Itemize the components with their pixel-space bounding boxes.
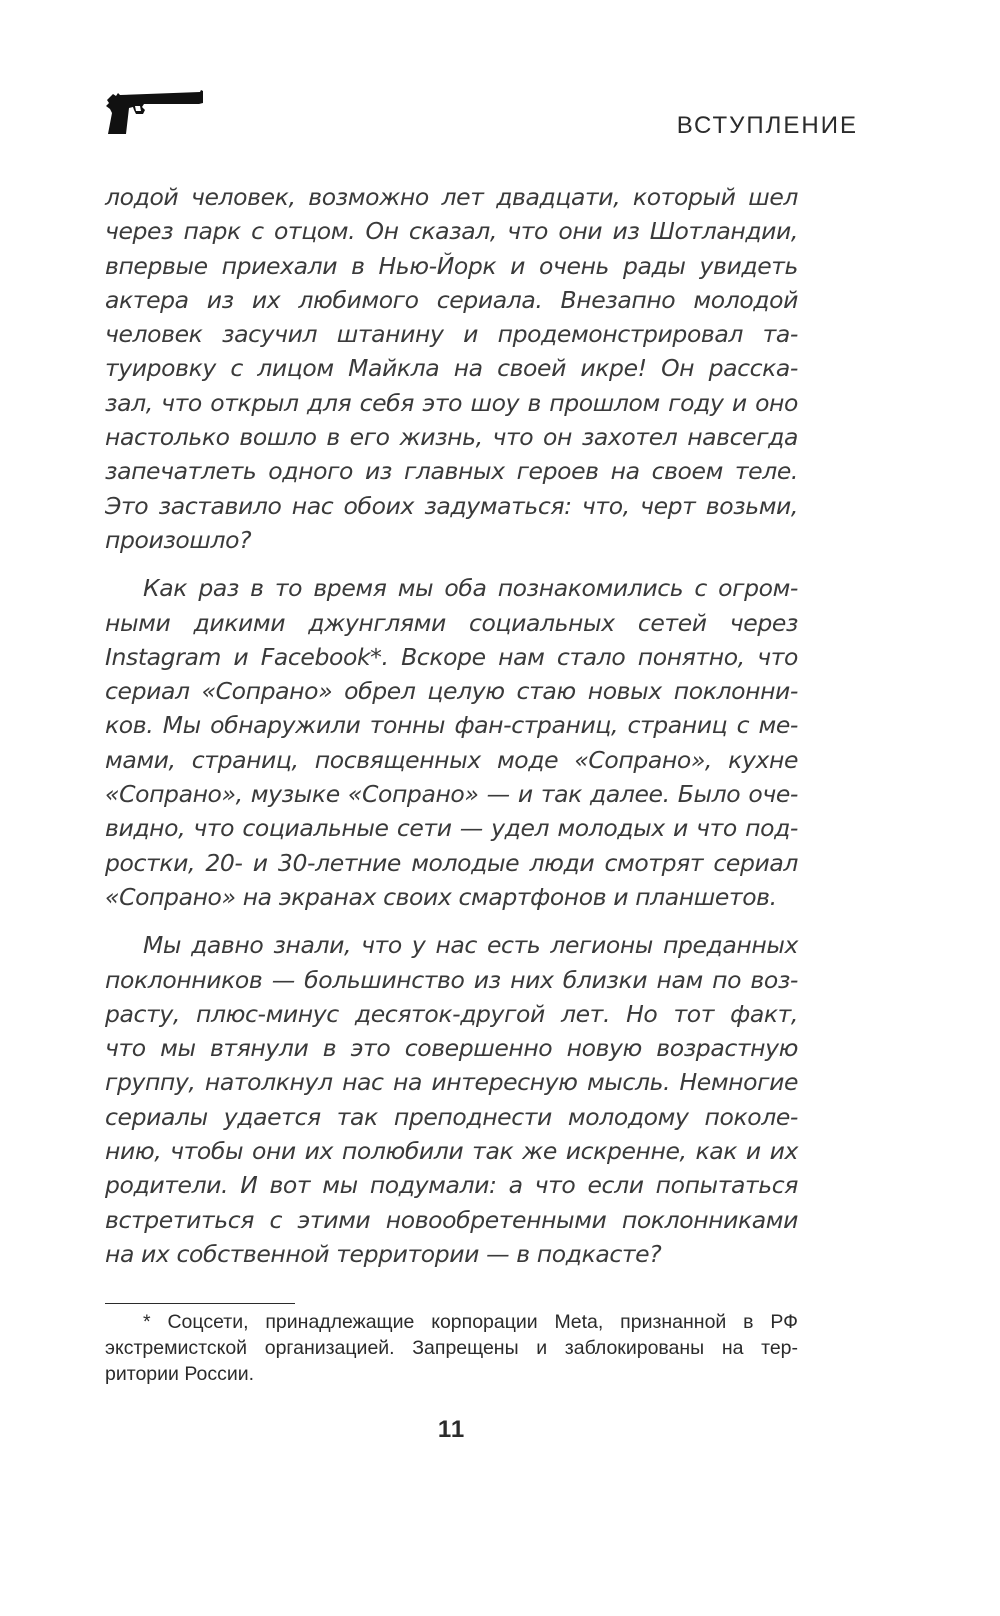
text-line: впервые приехали в Нью-Йорк и очень рады увидеть xyxy=(105,251,798,280)
text-line: группу, натолкнул нас на интересную мысль. Немногие xyxy=(105,1068,798,1097)
paragraph xyxy=(105,928,798,1271)
text-line: настолько вошло в его жизнь, что он захотел навсегда xyxy=(105,423,798,452)
footnote-line: ритории России. xyxy=(105,1363,255,1385)
text-line: «Сопрано» на экранах своих смартфонов и планшетов. xyxy=(105,882,777,911)
pistol-icon xyxy=(104,89,204,135)
text-line: на их собственной территории — в подкасте? xyxy=(105,1239,662,1268)
text-line: туировку с лицом Майкла на своей икре! Он расска- xyxy=(105,354,798,383)
text-line: встретиться с этими новообретенными поклонниками xyxy=(105,1205,798,1234)
text-line: расту, плюс-минус десяток-другой лет. Но тот факт, xyxy=(105,999,798,1028)
footnote xyxy=(105,1309,798,1387)
text-line: через парк с отцом. Он сказал, что они из Шотландии, xyxy=(105,217,798,246)
text-line: актера из их любимого сериала. Внезапно молодой xyxy=(105,285,798,314)
text-line: запечатлеть одного из главных героев на своем теле. xyxy=(105,457,798,486)
footnote-divider xyxy=(105,1303,295,1304)
text-line: родители. И вот мы подумали: а что если попытаться xyxy=(105,1171,798,1200)
running-head: ВСТУПЛЕНИЕ xyxy=(676,112,858,139)
text-line: мами, страниц, посвященных моде «Сопрано», кухне xyxy=(105,745,798,774)
text-line: ными дикими джунглями социальных сетей через xyxy=(105,608,798,637)
page-number: 11 xyxy=(437,1416,466,1443)
text-line: ростки, 20- и 30-летние молодые люди смотрят сериал xyxy=(105,848,798,877)
text-line: сериал «Сопрано» обрел целую стаю новых поклонни- xyxy=(105,677,798,706)
body-text xyxy=(105,180,798,1271)
text-line: лодой человек, возможно лет двадцати, который шел xyxy=(105,183,798,211)
paragraph xyxy=(105,180,798,557)
text-line: ков. Мы обнаружили тонны фан-страниц, страниц с ме- xyxy=(105,711,798,740)
text-line: «Сопрано», музыке «Сопрано» — и так далее. Было оче- xyxy=(105,780,798,809)
text-line: Это заставило нас обоих задуматься: что, черт возьми, xyxy=(105,491,798,520)
text-line: зал, что открыл для себя это шоу в прошлом году и оно xyxy=(105,388,798,417)
text-line: что мы втянули в это совершенно новую возрастную xyxy=(105,1034,798,1063)
text-line: видно, что социальные сети — удел молодых и что под- xyxy=(105,814,798,843)
text-line: сериалы удается так преподнести молодому поколе- xyxy=(105,1102,798,1131)
text-line: Мы давно знали, что у нас есть легионы преданных xyxy=(143,931,798,960)
text-line: Instagram и Facebook*. Вскоре нам стало понятно, что xyxy=(105,642,798,671)
text-line: Как раз в то время мы оба познакомились с огром- xyxy=(143,574,798,603)
footnote-line: экстремистской организацией. Запрещены и заблокированы на тер- xyxy=(105,1337,798,1359)
text-line: произошло? xyxy=(105,525,252,554)
footnote-line: * Соцсети, принадлежащие корпорации Meta, признанной в РФ xyxy=(143,1311,798,1333)
text-line: человек засучил штанину и продемонстрировал та- xyxy=(105,320,798,349)
text-line: поклонников — большинство из них близки нам по воз- xyxy=(105,965,798,994)
paragraph xyxy=(105,571,798,914)
text-line: нию, чтобы они их полюбили так же искренне, как и их xyxy=(105,1137,798,1166)
